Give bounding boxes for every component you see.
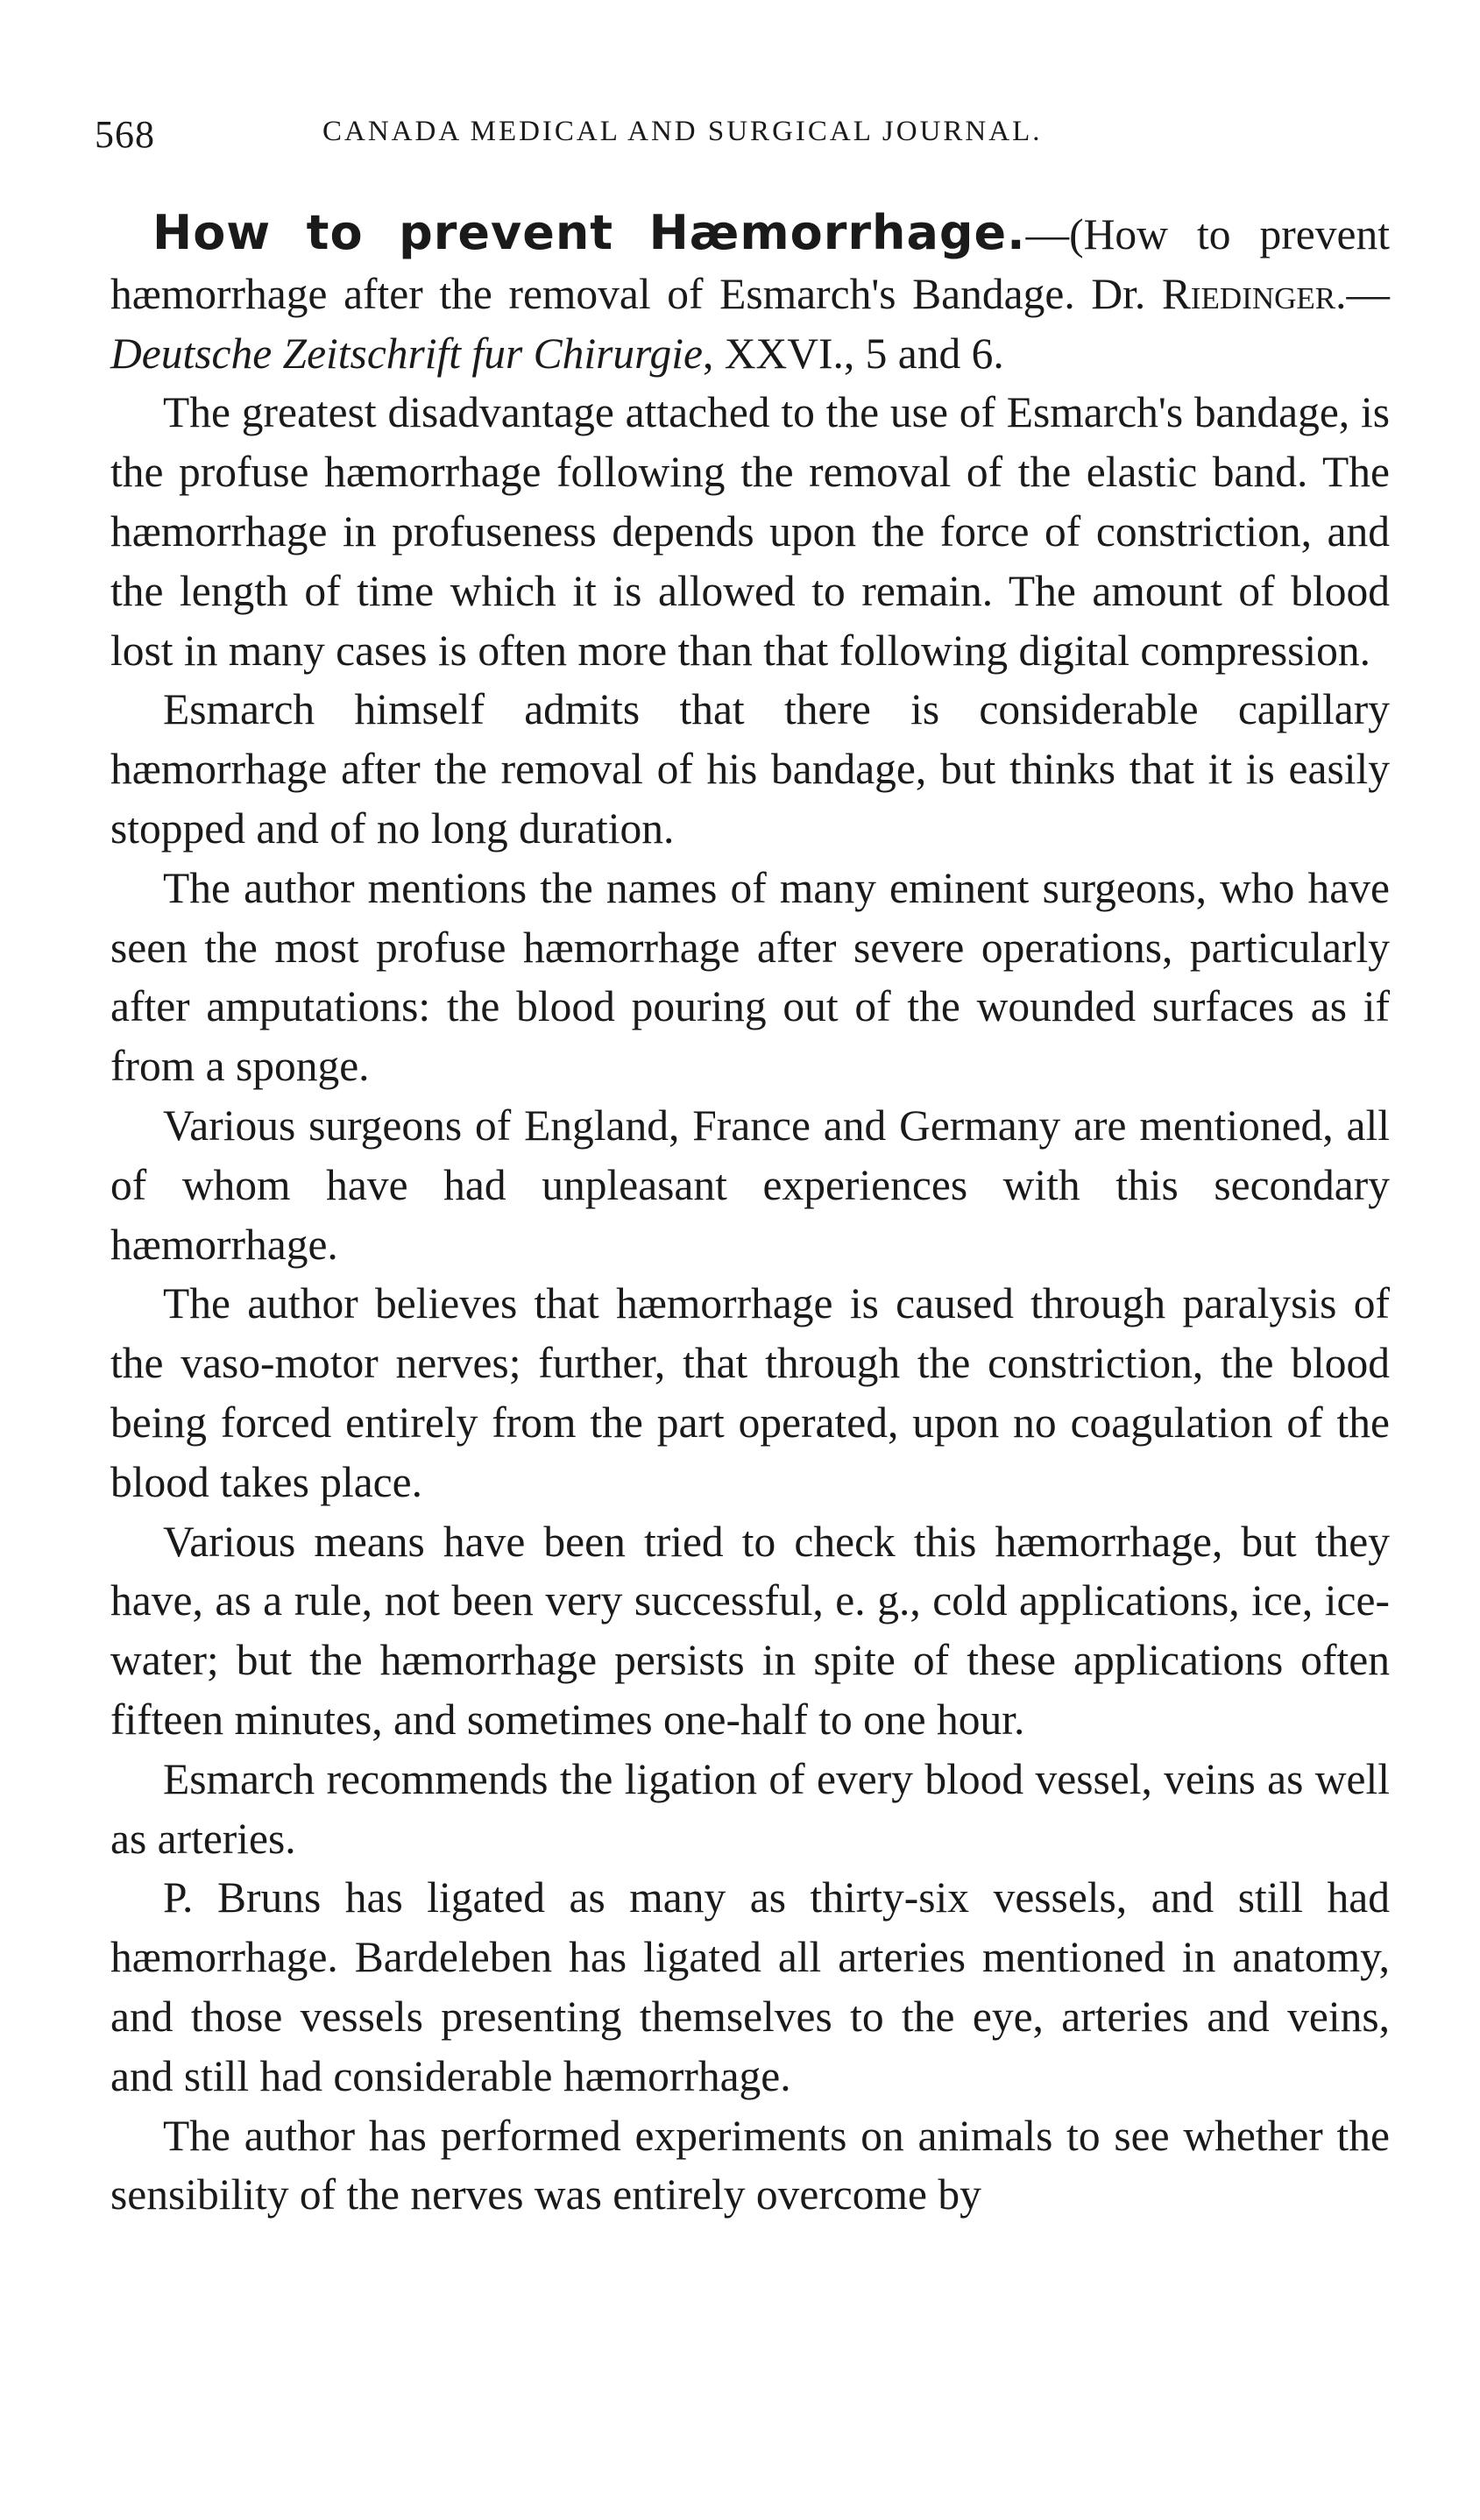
running-head (95, 112, 1400, 165)
body-paragraph: The greatest disadvantage attached to the use of Esmarch's bandage, is the profuse hæmorrhage following the removal of the elastic band. The hæmorrhage in profuseness depends upon the force of constriction, and the length of time which it is allowed to remain. The amount of blood lost in many cases is often more than that following digital compression. (110, 388, 1390, 675)
source-title: Deutsche Zeitschrift fur Chirurgie (110, 329, 704, 378)
article-body (110, 203, 1390, 2225)
journal-title: CANADA MEDICAL AND SURGICAL JOURNAL. (322, 116, 1043, 147)
body-paragraph: The author mentions the names of many eminent surgeons, who have seen the most profuse hæmorrhage after severe operations, particularly after amputations: the blood pouring out of the wounded surfaces as if from a sponge. (110, 863, 1390, 1091)
author-prefix: Dr. (1091, 269, 1162, 318)
article-heading: How to prevent Hæmorrhage. (152, 205, 1026, 260)
body-paragraph: Esmarch himself admits that there is considerable capillary hæmorrhage after the removal of his bandage, but thinks that it is easily stopped and of no long duration. (110, 685, 1390, 853)
article-heading-paragraph (110, 203, 1390, 383)
body-paragraph: The author believes that hæmorrhage is caused through paralysis of the vaso-motor nerves; further, that through the constriction, the blood being forced entirely from the part operated, upon no coagulation of the blood takes place. (110, 1279, 1390, 1506)
body-paragraph: Esmarch recommends the ligation of every blood vessel, veins as well as arteries. (110, 1754, 1390, 1863)
body-paragraph: Various surgeons of England, France and Germany are mentioned, all of whom have had unpleasant experiences with this secondary hæmorrhage. (110, 1101, 1390, 1269)
body-paragraph: Various means have been tried to check this hæmorrhage, but they have, as a rule, not been very successful, e. g., cold applications, ice, ice-water; but the hæmorrhage persists in spite of these applications often fifteen minutes, and sometimes one-half to one hour. (110, 1517, 1390, 1744)
author-separator: .— (1335, 269, 1391, 318)
body-paragraph: P. Bruns has ligated as many as thirty-six vessels, and still had hæmorrhage. Bardeleben has ligated all arteries mentioned in anatomy, and those vessels presenting themselves to the eye, arteries and veins, and still had considerable hæmorrhage. (110, 1873, 1390, 2100)
body-paragraph: The author has performed experiments on animals to see whether the sensibility of the nerves was entirely overcome by (110, 2111, 1390, 2219)
article-subtitle: —(How to prevent hæmorrhage after the removal of Esmarch's Bandage. (110, 210, 1390, 318)
source-volume: , XXVI., 5 and 6. (703, 329, 1004, 378)
author-name: Riedinger (1161, 269, 1336, 318)
page-number: 568 (95, 113, 155, 156)
